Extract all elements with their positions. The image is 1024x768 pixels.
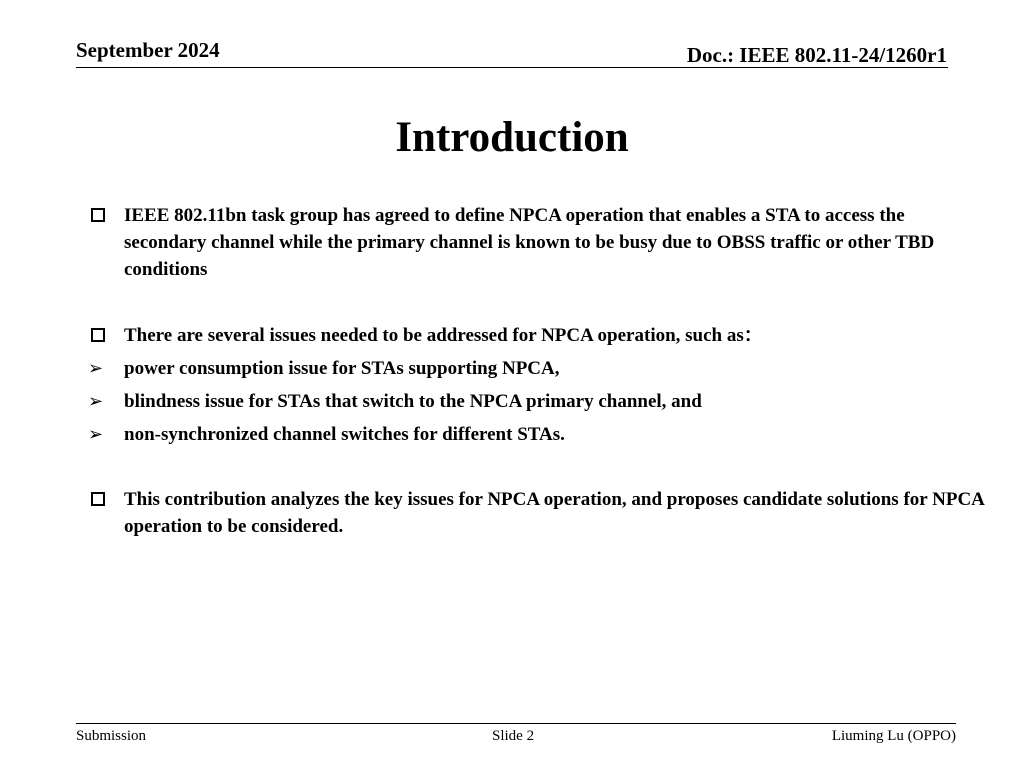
header-divider <box>76 67 948 68</box>
arrow-bullet-icon: ➢ <box>88 358 104 379</box>
bullet-npca-definition <box>124 202 984 283</box>
slide-title: Introduction <box>395 114 629 161</box>
bullet-text: IEEE 802.11bn task group has agreed to define NPCA operation that enables a STA to access the secondary channel while the primary channel is known to be busy due to OBSS traffic or other TBD conditions <box>124 205 935 280</box>
footer-divider <box>76 723 956 724</box>
header-doc-id: Doc.: IEEE 802.11-24/1260r1 <box>686 43 947 67</box>
bullet-text: There are several issues needed to be addressed for NPCA operation, such as： <box>124 325 763 346</box>
bullet-contribution <box>124 486 984 540</box>
footer-author: Liuming Lu (OPPO) <box>831 728 956 744</box>
sub-bullet-channel-switch <box>88 421 984 448</box>
footer-submission: Submission <box>76 728 147 744</box>
bullet-text: blindness issue for STAs that switch to the NPCA primary channel, and <box>124 391 702 412</box>
sub-bullet-blindness <box>88 388 984 415</box>
sub-bullet-power <box>88 355 984 382</box>
square-bullet-icon <box>91 492 105 506</box>
arrow-bullet-icon: ➢ <box>88 391 104 412</box>
footer-slide-number: Slide 2 <box>492 728 535 744</box>
square-bullet-icon <box>91 208 105 222</box>
bullet-text: power consumption issue for STAs supporting NPCA, <box>124 358 560 379</box>
bullet-text: This contribution analyzes the key issues for NPCA operation, and proposes candidate solutions for NPCA operation to be considered. <box>124 489 984 537</box>
arrow-bullet-icon: ➢ <box>88 424 104 445</box>
bullet-issues-intro <box>124 322 984 349</box>
header-date: September 2024 <box>76 38 220 62</box>
square-bullet-icon <box>91 328 105 342</box>
bullet-text: non-synchronized channel switches for different STAs. <box>124 424 565 445</box>
